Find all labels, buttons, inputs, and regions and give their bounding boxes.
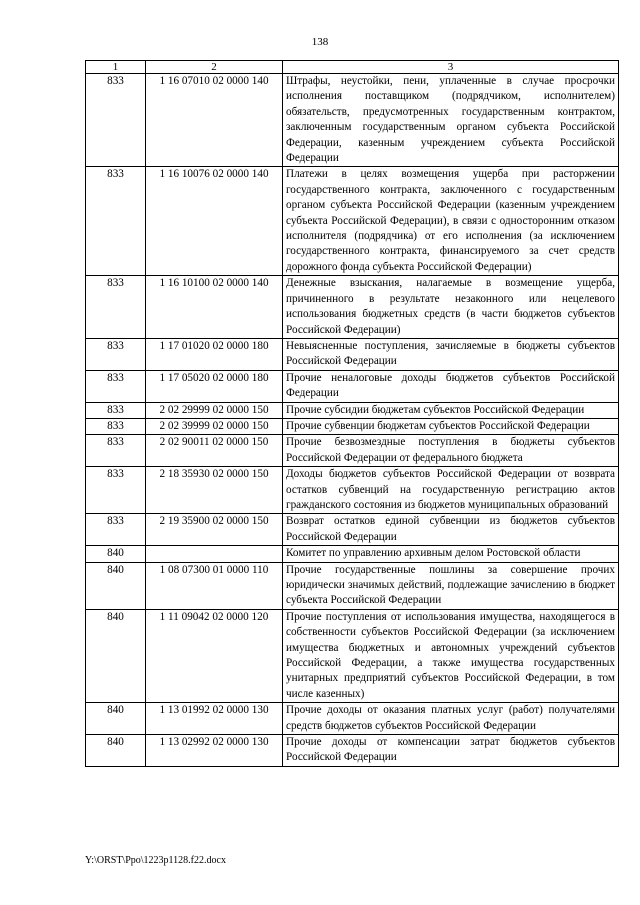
revenue-name-cell: Прочие поступления от использования имущества, находящегося в собственности субъектов Российской Федерации (за исключением имущества бюджетных и автономных учреждений субъектов Российской Федерации, а также имущества государственных унитарных предприятий субъектов Российской Федерации, в том числе казенных) (283, 609, 619, 702)
table-row (86, 467, 619, 514)
admin-code-cell: 833 (86, 467, 146, 514)
table-row (86, 562, 619, 609)
column-header-name: 3 (283, 61, 619, 74)
admin-code-cell: 833 (86, 338, 146, 370)
revenue-code-cell: 1 17 05020 02 0000 180 (146, 370, 283, 402)
revenue-code-cell: 2 19 35900 02 0000 150 (146, 514, 283, 546)
table-row (86, 167, 619, 276)
table-row (86, 735, 619, 767)
budget-revenue-table (85, 60, 619, 767)
table-row (86, 276, 619, 339)
revenue-code-cell: 1 13 02992 02 0000 130 (146, 735, 283, 767)
revenue-code-cell: 1 16 07010 02 0000 140 (146, 74, 283, 167)
table-row (86, 703, 619, 735)
revenue-code-cell: 2 02 29999 02 0000 150 (146, 402, 283, 418)
revenue-name-cell: Прочие неналоговые доходы бюджетов субъектов Российской Федерации (283, 370, 619, 402)
revenue-name-cell: Прочие безвозмездные поступления в бюджеты субъектов Российской Федерации от федерального бюджета (283, 435, 619, 467)
admin-code-cell: 833 (86, 167, 146, 276)
revenue-name-cell: Прочие государственные пошлины за совершение прочих юридически значимых действий, подлежащие зачислению в бюджет субъекта Российской Федерации (283, 562, 619, 609)
revenue-name-cell: Платежи в целях возмещения ущерба при расторжении государственного контракта, заключенного с государственным органом субъекта Российской Федерации (казенным учреждением субъекта Российской Федерации), в связи с односторонним отказом исполнителя (подрядчика) от его исполнения (за исключением государственного контракта, финансируемого за счет средств дорожного фонда субъекта Российской Федерации) (283, 167, 619, 276)
admin-code-cell: 840 (86, 562, 146, 609)
revenue-code-cell: 1 11 09042 02 0000 120 (146, 609, 283, 702)
column-header-admin: 1 (86, 61, 146, 74)
table-row (86, 435, 619, 467)
table-row (86, 546, 619, 562)
admin-code-cell: 833 (86, 402, 146, 418)
revenue-name-cell: Денежные взыскания, налагаемые в возмещение ущерба, причиненного в результате незаконного или нецелевого использования бюджетных средств (в части бюджетов субъектов Российской Федерации) (283, 276, 619, 339)
table-row (86, 370, 619, 402)
revenue-name-cell: Доходы бюджетов субъектов Российской Федерации от возврата остатков субвенций на государственную регистрацию актов гражданского состояния из бюджетов муниципальных образований (283, 467, 619, 514)
page-number: 138 (311, 36, 329, 48)
revenue-name-cell: Комитет по управлению архивным делом Ростовской области (283, 546, 619, 562)
admin-code-cell: 840 (86, 735, 146, 767)
table-header-row (86, 61, 619, 74)
column-header-code: 2 (146, 61, 283, 74)
admin-code-cell: 833 (86, 514, 146, 546)
revenue-code-cell: 1 17 01020 02 0000 180 (146, 338, 283, 370)
revenue-code-cell: 1 13 01992 02 0000 130 (146, 703, 283, 735)
table-row (86, 418, 619, 434)
admin-code-cell: 840 (86, 609, 146, 702)
revenue-name-cell: Штрафы, неустойки, пени, уплаченные в случае просрочки исполнения поставщиком (подрядчиком, исполнителем) обязательств, предусмотренных государственным контрактом, заключенным государственным органом субъекта Российской Федерации, казенным учреждением субъекта Российской Федерации (283, 74, 619, 167)
revenue-code-cell: 2 02 39999 02 0000 150 (146, 418, 283, 434)
revenue-name-cell: Прочие субвенции бюджетам субъектов Российской Федерации (283, 418, 619, 434)
table-body (86, 74, 619, 767)
table-row (86, 609, 619, 702)
table-row (86, 74, 619, 167)
admin-code-cell: 833 (86, 435, 146, 467)
revenue-name-cell: Прочие доходы от компенсации затрат бюджетов субъектов Российской Федерации (283, 735, 619, 767)
revenue-name-cell: Невыясненные поступления, зачисляемые в бюджеты субъектов Российской Федерации (283, 338, 619, 370)
admin-code-cell: 840 (86, 703, 146, 735)
revenue-name-cell: Возврат остатков единой субвенции из бюджетов субъектов Российской Федерации (283, 514, 619, 546)
admin-code-cell: 833 (86, 74, 146, 167)
table-row (86, 514, 619, 546)
document-file-path: Y:\ORST\Ppo\1223p1128.f22.docx (85, 855, 226, 866)
table-row (86, 338, 619, 370)
revenue-code-cell: 1 16 10076 02 0000 140 (146, 167, 283, 276)
admin-code-cell: 833 (86, 370, 146, 402)
revenue-code-cell: 2 02 90011 02 0000 150 (146, 435, 283, 467)
revenue-code-cell: 2 18 35930 02 0000 150 (146, 467, 283, 514)
revenue-code-cell: 1 16 10100 02 0000 140 (146, 276, 283, 339)
admin-code-cell: 833 (86, 276, 146, 339)
revenue-code-cell: 1 08 07300 01 0000 110 (146, 562, 283, 609)
revenue-name-cell: Прочие субсидии бюджетам субъектов Российской Федерации (283, 402, 619, 418)
revenue-name-cell: Прочие доходы от оказания платных услуг (работ) получателями средств бюджетов субъектов Российской Федерации (283, 703, 619, 735)
table-row (86, 402, 619, 418)
revenue-code-cell (146, 546, 283, 562)
admin-code-cell: 833 (86, 418, 146, 434)
admin-code-cell: 840 (86, 546, 146, 562)
